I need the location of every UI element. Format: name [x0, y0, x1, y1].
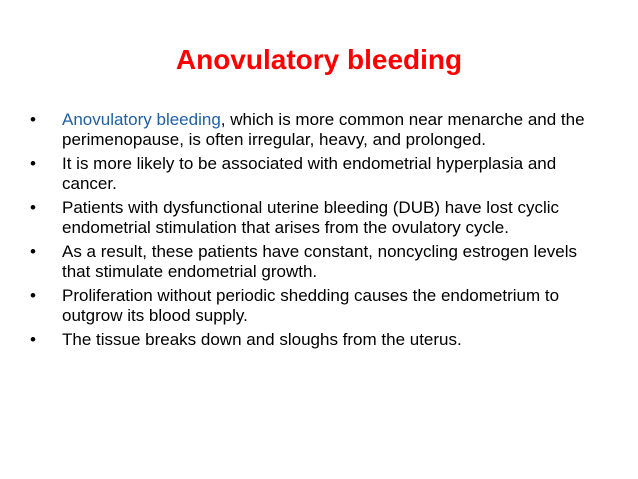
bullet-marker: • [30, 110, 36, 129]
bullet-marker: • [30, 242, 36, 261]
bullet-marker: • [30, 330, 36, 349]
bullet-text: It is more likely to be associated with endometrial hyperplasia and cancer. [62, 154, 557, 193]
highlighted-term: Anovulatory bleeding [62, 110, 221, 129]
bullet-marker: • [30, 198, 36, 217]
bullet-text: Proliferation without periodic shedding causes the endometrium to outgrow its blood supply. [62, 286, 560, 325]
bullet-item [30, 330, 608, 350]
slide-title: Anovulatory bleeding [175, 44, 463, 75]
bullet-text: The tissue breaks down and sloughs from the uterus. [62, 330, 462, 349]
bullet-item [30, 286, 608, 326]
bullet-item [30, 110, 608, 150]
bullet-item [30, 242, 608, 282]
bullet-text: Patients with dysfunctional uterine bleeding (DUB) have lost cyclic endometrial stimulation that arises from the ovulatory cycle. [62, 198, 560, 237]
bullet-marker: • [30, 154, 36, 173]
bullet-text: As a result, these patients have constant, noncycling estrogen levels that stimulate endometrial growth. [62, 242, 578, 281]
bullet-item [30, 154, 608, 194]
bullet-list [30, 110, 608, 354]
bullet-text: , which is more common near menarche and the perimenopause, is often irregular, heavy, and prolonged. [62, 110, 585, 149]
bullet-marker: • [30, 286, 36, 305]
bullet-item [30, 198, 608, 238]
